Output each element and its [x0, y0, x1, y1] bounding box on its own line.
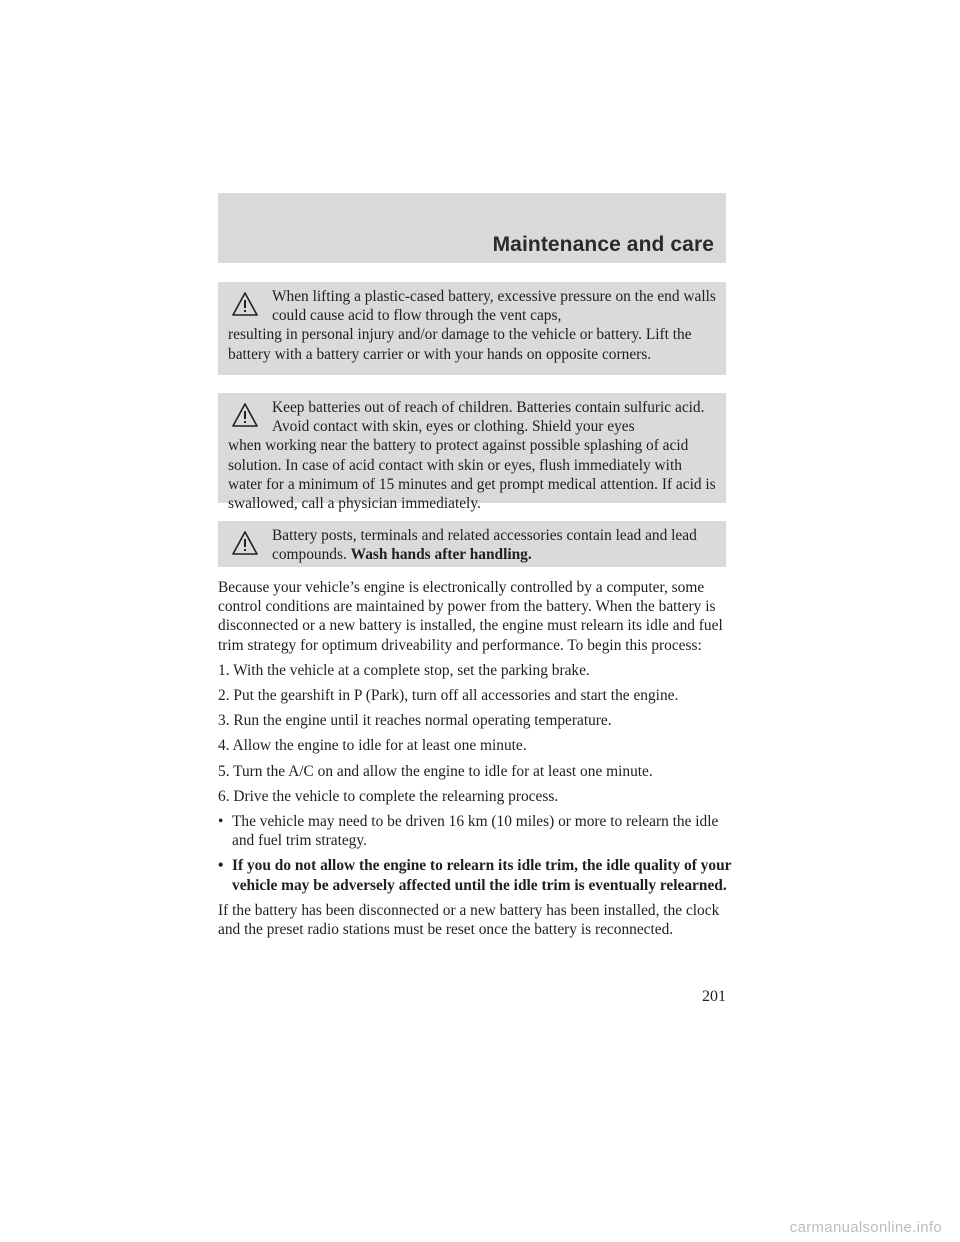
- watermark: carmanualsonline.info: [789, 1219, 942, 1236]
- warning-triangle-icon: [232, 291, 258, 317]
- warning-text-lead: Keep batteries out of reach of children. Batteries contain sulfuric acid. Avoid contact with skin, eyes or clothing. Shield your eyes: [272, 399, 705, 436]
- section-title: Maintenance and care: [492, 233, 714, 256]
- bullet-dot: •: [218, 813, 224, 831]
- warning-box-children: [218, 393, 726, 513]
- step-3: 3. Run the engine until it reaches normal operating temperature.: [218, 712, 612, 730]
- warning-text: [228, 526, 716, 564]
- page-number: 201: [702, 988, 726, 1005]
- step-4: 4. Allow the engine to idle for at least one minute.: [218, 737, 527, 755]
- warning-triangle-icon: [232, 402, 258, 428]
- warning-triangle-icon: [232, 530, 258, 556]
- step-5: 5. Turn the A/C on and allow the engine to idle for at least one minute.: [218, 762, 653, 780]
- warning-text-rest: when working near the battery to protect against possible splashing of acid solution. In case of acid contact with skin or eyes, flush immediately with water for a minimum of 15 minutes and get prompt medical attention. If acid is swallowed, call a physician immediately.: [228, 437, 716, 513]
- warning-box-lead: [218, 521, 726, 567]
- warning-text-rest: resulting in personal injury and/or damage to the vehicle or battery. Lift the battery with a battery carrier or with your hands on opposite corners.: [228, 326, 692, 363]
- bullet-text: The vehicle may need to be driven 16 km (10 miles) or more to relearn the idle and fuel trim strategy.: [232, 813, 719, 850]
- body-text: [218, 578, 738, 945]
- section-header-band: [218, 193, 726, 263]
- bullet-item: [218, 812, 738, 850]
- step-2: 2. Put the gearshift in P (Park), turn off all accessories and start the engine.: [218, 687, 679, 705]
- closing-paragraph: If the battery has been disconnected or a new battery has been installed, the clock and the preset radio stations must be reset once the battery is reconnected.: [218, 901, 720, 939]
- warning-box-acid-flow: [218, 282, 726, 375]
- warning-text-bold: Wash hands after handling.: [350, 546, 532, 564]
- warning-text-lead: When lifting a plastic-cased battery, excessive pressure on the end walls could cause acid to flow through the vent caps,: [272, 288, 716, 325]
- bullet-dot: •: [218, 857, 224, 875]
- warning-text-plain: Battery posts, terminals and related accessories contain lead and lead compounds.: [272, 527, 697, 564]
- step-6: 6. Drive the vehicle to complete the relearning process.: [218, 787, 559, 805]
- bullet-item-bold: [218, 856, 738, 894]
- intro-paragraph: Because your vehicle’s engine is electronically controlled by a computer, some control conditions are maintained by power from the battery. When the battery is disconnected or a new battery is installed, the engine must relearn its idle and fuel trim strategy for optimum driveability and performance. To begin this process:: [218, 579, 723, 654]
- step-1: 1. With the vehicle at a complete stop, set the parking brake.: [218, 661, 590, 679]
- bullet-text: If you do not allow the engine to relearn its idle trim, the idle quality of your vehicle may be adversely affected until the idle trim is eventually relearned.: [232, 857, 732, 894]
